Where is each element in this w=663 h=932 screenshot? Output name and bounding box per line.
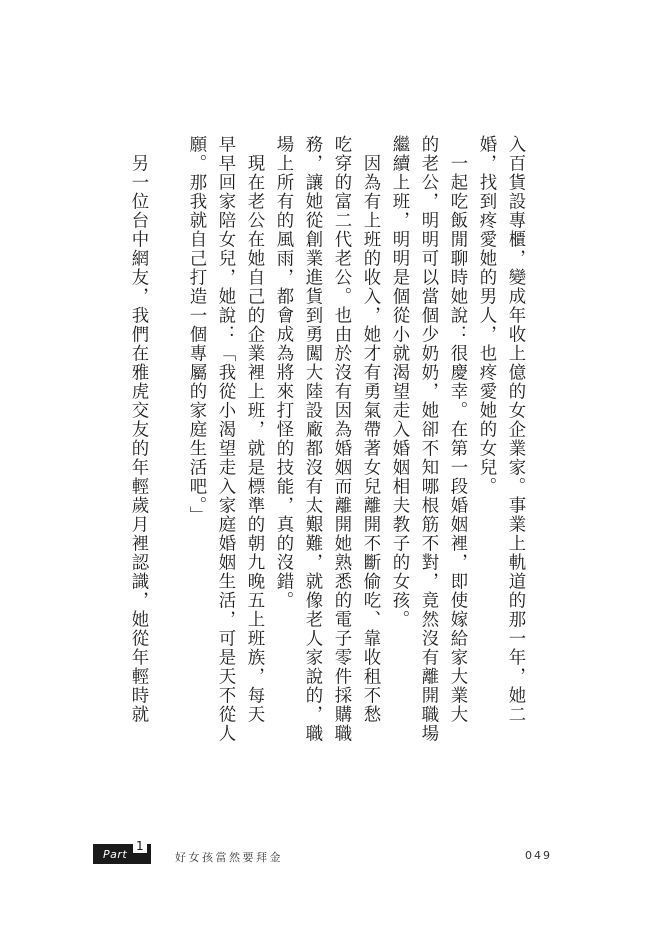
part-badge [93, 839, 151, 864]
text-column-11: 早早回家陪女兒，她說：「我從小渴望走入家庭婚姻生活，可是天不從人 [215, 135, 235, 743]
text-column-14: 另一位台中網友，我們在雅虎交友的年輕歲月裡認識，她從年輕時就 [128, 135, 148, 724]
page-number: 049 [525, 849, 552, 862]
text-column-4: 的老公，明明可以當個少奶奶，她卻不知哪根筋不對，竟然沒有離開職場 [418, 135, 438, 743]
text-column-7: 吃穿的富二代老公。也由於沒有因為婚姻而離開她熟悉的電子零件採購職 [331, 135, 351, 743]
text-column-6: 因為有上班的收入，她才有勇氣帶著女兒離開不斷偷吃、靠收租不愁 [360, 135, 380, 724]
text-column-10: 現在老公在她自己的企業裡上班，就是標準的朝九晚五上班族，每天 [244, 135, 264, 724]
text-column-8: 務，讓她從創業進貨到勇闖大陸設廠都沒有太艱難，就像老人家說的，職 [302, 135, 322, 743]
text-column-3: 一起吃飯閒聊時她說：很慶幸。在第一段婚姻裡，即使嫁給家大業大 [447, 135, 467, 724]
text-column-2: 婚，找到疼愛她的男人，也疼愛她的女兒。 [476, 135, 496, 496]
text-column-9: 場上所有的風雨，都會成為將來打怪的技能，真的沒錯。 [273, 135, 293, 610]
running-title: 好女孩當然要拜金 [175, 851, 283, 864]
text-column-5: 繼續上班，明明是個從小就渴望走入婚姻相夫教子的女孩。 [389, 135, 409, 629]
part-label: Part [103, 848, 128, 861]
text-column-1: 入百貨設專櫃，變成年收上億的女企業家。事業上軌道的那一年，她二 [505, 135, 525, 724]
text-column-12: 願。那我就自己打造一個專屬的家庭生活吧。」 [186, 135, 206, 526]
part-number: 1 [133, 840, 147, 853]
